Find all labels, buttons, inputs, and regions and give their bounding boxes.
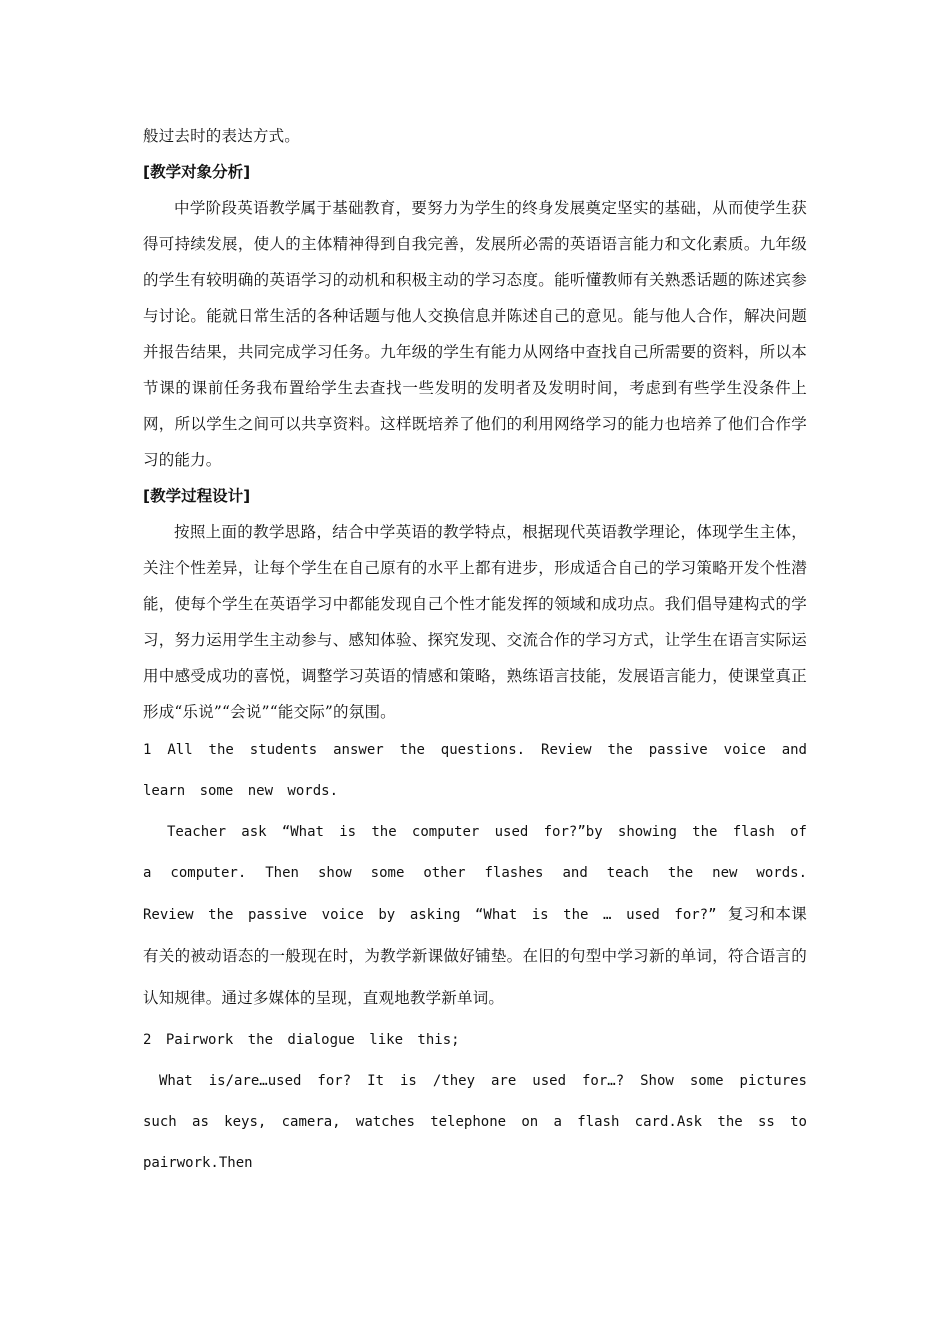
intro-tail-paragraph: 般过去时的表达方式。 — [143, 127, 301, 145]
section-heading-process: [教学过程设计] — [143, 487, 251, 505]
step-1-detail-chinese: 复习和本课有关的被动语态的一般现在时，为教学新课做好铺垫。在旧的句型中学习新的单词，符合语言的认知规律。通过多媒体的呈现，直观地教学新单词。 — [143, 905, 807, 1007]
document-body — [143, 118, 807, 1184]
section-heading-analysis: [教学对象分析] — [143, 163, 251, 181]
process-paragraph: 按照上面的教学思路，结合中学英语的教学特点，根据现代英语教学理论，体现学生主体，关注个性差异，让每个学生在自己原有的水平上都有进步，形成适合自己的学习策略开发个性潜能，使每个学生在英语学习中都能发现自己个性才能发挥的领域和成功点。我们倡导建构式的学习，努力运用学生主动参与、感知体验、探究发现、交流合作的学习方式，让学生在语言实际运用中感受成功的喜悦，调整学习英语的情感和策略，熟练语言技能，发展语言能力，使课堂真正形成“乐说”“会说”“能交际”的氛围。 — [143, 523, 807, 721]
step-2-heading: 2 Pairwork the dialogue like this; — [143, 1032, 460, 1048]
analysis-paragraph: 中学阶段英语教学属于基础教育，要努力为学生的终身发展奠定坚实的基础，从而使学生获得可持续发展，使人的主体精神得到自我完善，发展所必需的英语语言能力和文化素质。九年级的学生有较明确的英语学习的动机和积极主动的学习态度。能听懂教师有关熟悉话题的陈述宾参与讨论。能就日常生活的各种话题与他人交换信息并陈述自己的意见。能与他人合作，解决问题并报告结果，共同完成学习任务。九年级的学生有能力从网络中查找自己所需要的资料，所以本节课的课前任务我布置给学生去查找一些发明的发明者及发明时间，考虑到有些学生没条件上网，所以学生之间可以共享资料。这样既培养了他们的利用网络学习的能力也培养了他们合作学习的能力。 — [143, 199, 807, 469]
step-1-detail-english: Teacher ask “What is the computer used for?”by showing the flash of a computer. Then show some other flashes and teach the new words. Review the passive voice by asking “What is the … used for?” — [143, 824, 807, 923]
step-1-heading: 1 All the students answer the questions. Review the passive voice and learn some new words. — [143, 742, 807, 799]
step-2-detail: What is/are…used for? It is /they are used for…? Show some pictures such as keys, camera, watches telephone on a flash card.Ask the ss to pairwork.Then — [143, 1073, 807, 1171]
step-1-detail — [143, 812, 807, 1020]
